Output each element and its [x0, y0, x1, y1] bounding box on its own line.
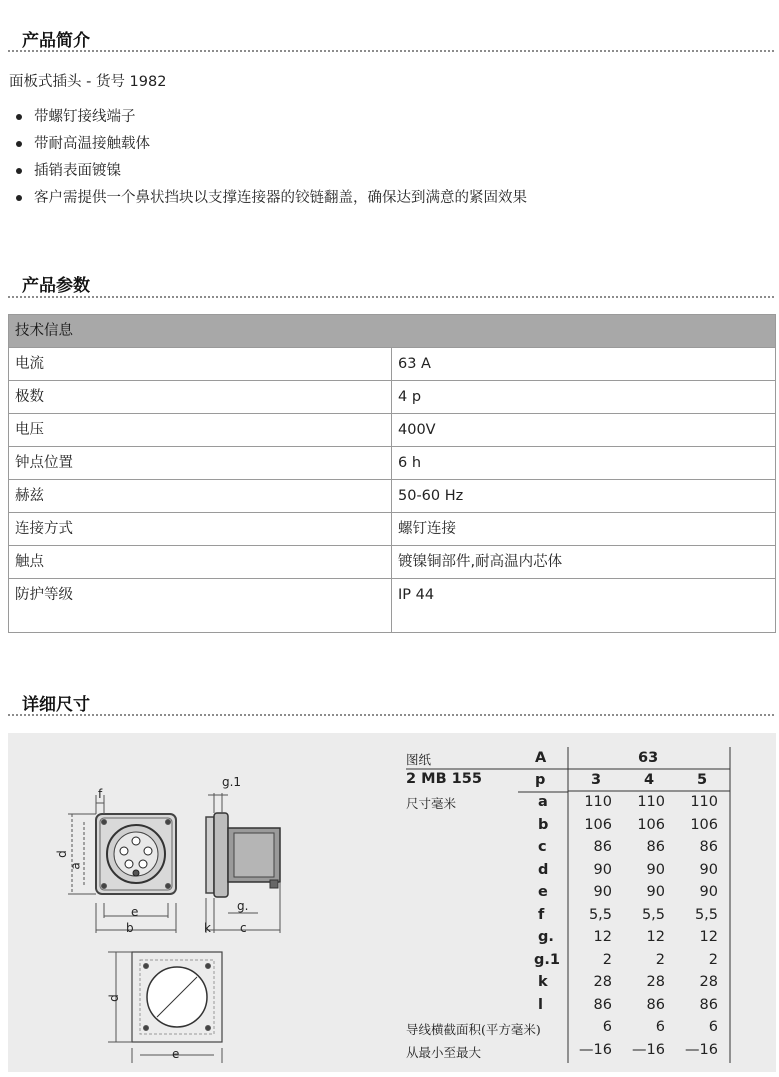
feature-item: 带螺钉接线端子 — [14, 107, 527, 134]
spec-row-value: 5,5 — [588, 906, 612, 923]
spec-row-label: 从最小至最大 — [406, 1044, 482, 1060]
spec-row-value: 106 — [690, 816, 718, 833]
table-row: 连接方式 螺钉连接 — [9, 513, 776, 546]
spec-row-value: 90 — [646, 884, 665, 900]
spec-row-value: 90 — [593, 861, 612, 878]
spec-row-value: 86 — [646, 839, 665, 855]
spec-row-value: 6 — [708, 1019, 718, 1035]
spec-label-drawing: 图纸 — [406, 752, 432, 767]
dim-label: f — [98, 787, 103, 801]
spec-row-value: 12 — [646, 929, 665, 945]
spec-row-value: 86 — [699, 839, 718, 855]
spec-row-label: d — [538, 861, 549, 878]
spec-row-value: 90 — [646, 861, 665, 878]
feature-list — [14, 107, 527, 215]
spec-row-label: f — [538, 906, 545, 923]
spec-pole-5: 5 — [697, 772, 708, 788]
feature-item: 插销表面镀镍 — [14, 161, 527, 188]
dim-label: d — [54, 850, 69, 858]
table-row: 赫兹 50-60 Hz — [9, 480, 776, 513]
spec-row-value: 106 — [584, 816, 612, 833]
product-name: 面板式插头 - 货号 1982 — [9, 74, 167, 90]
spec-row-value: 110 — [690, 794, 718, 810]
dim-label: e — [131, 905, 139, 919]
spec-model: 2 MB 155 — [406, 771, 482, 787]
section-divider — [8, 296, 774, 298]
dim-label: g. — [237, 899, 249, 913]
spec-row-label: l — [538, 996, 543, 1013]
spec-row-label: c — [538, 839, 547, 855]
dim-label: b — [126, 921, 134, 935]
spec-63: 63 — [638, 750, 659, 766]
spec-row-value: —16 — [685, 1041, 718, 1058]
table-row: 电流 63 A — [9, 348, 776, 381]
section-divider — [8, 50, 774, 52]
spec-row-value: 5,5 — [694, 906, 718, 923]
spec-row-value: 110 — [637, 794, 665, 810]
feature-item: 客户需提供一个鼻状挡块以支撑连接器的铰链翻盖，确保达到满意的紧固效果 — [14, 188, 527, 215]
spec-row-value: 2 — [602, 951, 612, 968]
spec-row-value: 86 — [593, 839, 612, 855]
dim-label: g.1 — [222, 775, 242, 789]
section-title-dimensions: 详细尺寸 — [22, 695, 90, 715]
spec-row-value: 2 — [708, 951, 718, 968]
spec-pole-3: 3 — [591, 772, 602, 788]
section-title-params: 产品参数 — [22, 276, 90, 296]
dim-label: c — [240, 921, 247, 935]
spec-row-value: 90 — [699, 884, 718, 900]
dim-label: a — [68, 862, 83, 870]
table-header: 技术信息 — [9, 315, 776, 348]
spec-row-value: 110 — [584, 794, 612, 810]
table-row: 钟点位置 6 h — [9, 447, 776, 480]
spec-row-label: g. — [538, 929, 554, 945]
spec-row-label: a — [538, 794, 548, 810]
spec-label-unit: 尺寸毫米 — [406, 796, 457, 811]
spec-row-value: 106 — [637, 816, 665, 833]
spec-row-value: 6 — [655, 1019, 665, 1035]
spec-row-label: b — [538, 816, 549, 833]
spec-row-value: 90 — [699, 861, 718, 878]
spec-row-value: 28 — [699, 974, 718, 990]
table-row: 防护等级 IP 44 — [9, 579, 776, 633]
spec-row-value: 12 — [593, 929, 612, 945]
table-row: 触点 镀镍铜部件,耐高温内芯体 — [9, 546, 776, 579]
section-title-intro: 产品简介 — [22, 31, 90, 51]
spec-row-value: 6 — [602, 1019, 612, 1035]
spec-row-value: 90 — [593, 884, 612, 900]
spec-row-value: 12 — [699, 929, 718, 945]
spec-row-value: 28 — [646, 974, 665, 990]
dimension-drawing-panel — [8, 733, 776, 1072]
dim-label: d — [106, 994, 121, 1002]
table-row: 极数 4 p — [9, 381, 776, 414]
spec-row-value: —16 — [579, 1041, 612, 1058]
spec-pole-4: 4 — [644, 772, 655, 788]
bullet-icon — [16, 195, 22, 201]
spec-row-value: 28 — [593, 974, 612, 990]
feature-item: 带耐高温接触载体 — [14, 134, 527, 161]
dim-label: k — [204, 921, 211, 935]
parameters-table — [8, 314, 776, 633]
spec-A-label: A — [535, 750, 547, 766]
spec-row-label: g.1 — [534, 951, 560, 968]
spec-row-label: e — [538, 884, 548, 900]
spec-row-value: —16 — [632, 1041, 665, 1058]
spec-row-value: 5,5 — [641, 906, 665, 923]
spec-row-value: 86 — [699, 996, 718, 1013]
spec-row-label: k — [538, 974, 548, 990]
spec-row-value: 86 — [646, 996, 665, 1013]
spec-row-value: 2 — [655, 951, 665, 968]
table-row: 电压 400V — [9, 414, 776, 447]
spec-p-label: p — [535, 772, 546, 788]
dim-label: e — [172, 1047, 180, 1061]
section-divider — [8, 714, 774, 716]
bullet-icon — [16, 141, 22, 147]
spec-row-value: 86 — [593, 996, 612, 1013]
bullet-icon — [16, 114, 22, 120]
spec-row-label: 导线横截面积(平方毫米) — [406, 1022, 541, 1037]
bullet-icon — [16, 168, 22, 174]
